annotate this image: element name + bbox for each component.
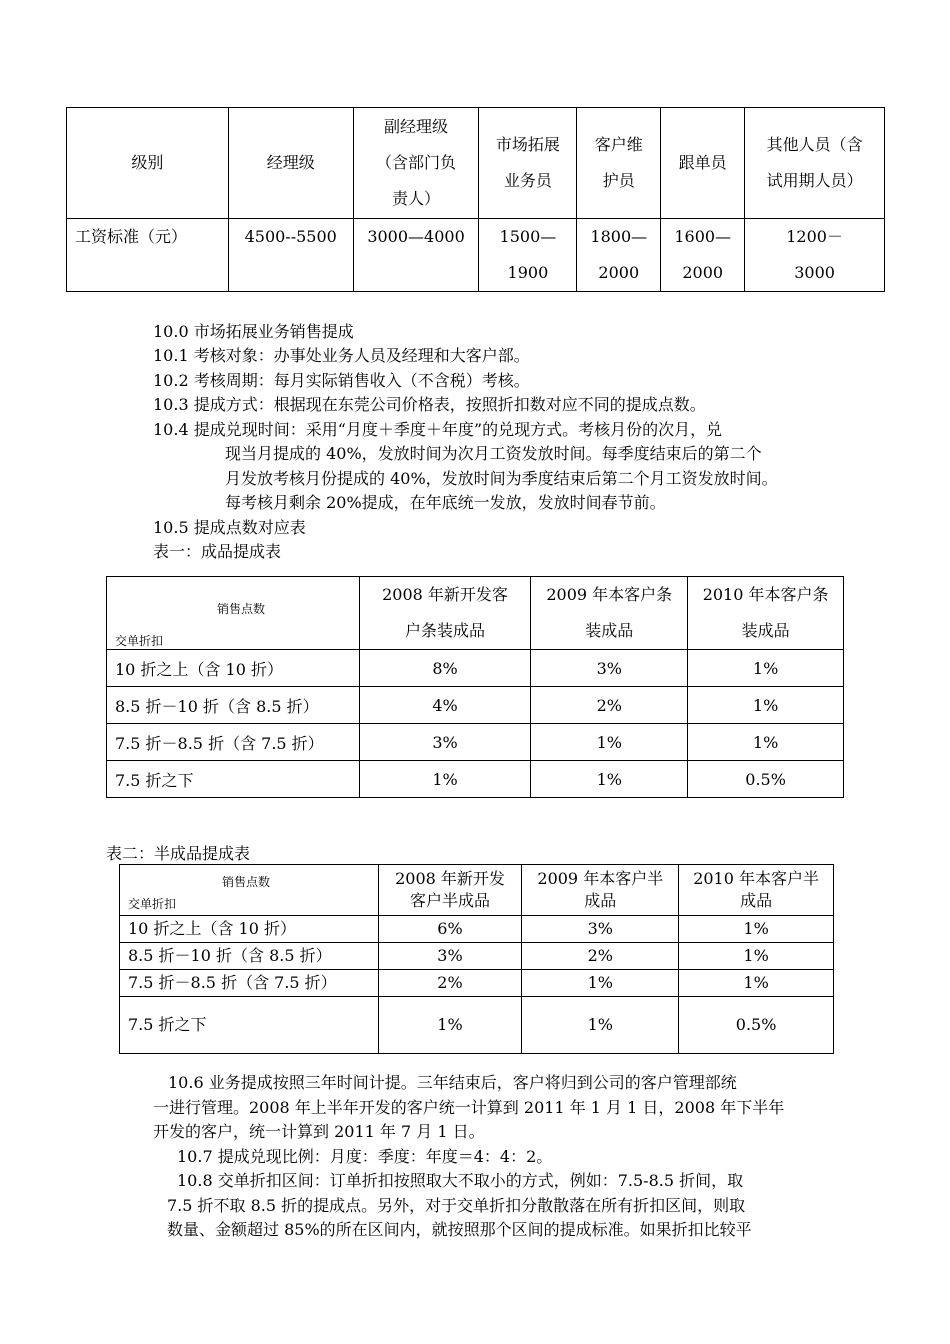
- corner-bottom-label: 交单折扣: [115, 634, 164, 648]
- row-label: 8.5 折－10 折（含 8.5 折）: [107, 687, 360, 724]
- salary-value-cell: 3000—4000: [353, 219, 479, 292]
- row-label: 7.5 折－8.5 折（含 7.5 折）: [120, 970, 379, 997]
- paragraph: 10.8 交单折扣区间：订单折扣按照取大不取小的方式，例如：7.5-8.5 折间，取: [177, 1171, 744, 1190]
- table-cell: 0.5%: [679, 997, 834, 1054]
- table-cell: 1%: [688, 650, 844, 687]
- corner-top-label: 销售点数: [217, 602, 266, 616]
- row-label: 7.5 折－8.5 折（含 7.5 折）: [107, 724, 360, 761]
- table-cell: 3%: [531, 650, 688, 687]
- salary-table: [66, 107, 885, 292]
- table-cell: 1%: [378, 997, 522, 1054]
- table-cell: 3%: [378, 943, 522, 970]
- column-header: 2008 年新开发客 户条装成品: [359, 577, 531, 650]
- section-title: 10.0 市场拓展业务销售提成: [153, 322, 354, 341]
- column-header: 2010 年本客户半 成品: [679, 865, 834, 916]
- table-cell: 8%: [359, 650, 531, 687]
- row-label: 10 折之上（含 10 折）: [120, 916, 379, 943]
- table-row: [107, 650, 844, 687]
- corner-top-label: 销售点数: [222, 875, 271, 889]
- table-cell: 2%: [522, 943, 679, 970]
- paragraph-continuation: 数量、金额超过 85%的所在区间内，就按照那个区间的提成标准。如果折扣比较平: [167, 1220, 752, 1239]
- column-header: 2008 年新开发 客户半成品: [378, 865, 522, 916]
- row-label: 8.5 折－10 折（含 8.5 折）: [120, 943, 379, 970]
- table-caption: 表二：半成品提成表: [106, 844, 251, 863]
- salary-value-cell: 4500--5500: [228, 219, 353, 292]
- paragraph-continuation: 每考核月剩余 20%提成，在年底统一发放，发放时间春节前。: [225, 493, 666, 512]
- table-cell: 1%: [688, 687, 844, 724]
- table-cell: 1%: [522, 997, 679, 1054]
- paragraph: 10.6 业务提成按照三年时间计提。三年结束后，客户将归到公司的客户管理部统: [168, 1073, 737, 1092]
- paragraph: 10.4 提成兑现时间：采用“月度＋季度＋年度”的兑现方式。考核月份的次月，兑: [153, 420, 723, 439]
- salary-header-cell: 客户维 护员: [577, 108, 661, 219]
- semi-finished-commission-table: [119, 864, 834, 1054]
- table-row: [107, 761, 844, 798]
- table-cell: 1%: [688, 724, 844, 761]
- table-cell: 1%: [531, 724, 688, 761]
- column-header: 2010 年本客户条 装成品: [688, 577, 844, 650]
- table-corner-cell: [120, 865, 379, 916]
- table-row: [120, 970, 834, 997]
- table-row: [120, 916, 834, 943]
- salary-value-cell: 1500— 1900: [479, 219, 577, 292]
- paragraph-continuation: 现当月提成的 40%，发放时间为次月工资发放时间。每季度结束后的第二个: [225, 444, 762, 463]
- salary-header-cell: 经理级: [228, 108, 353, 219]
- salary-header-cell: 其他人员（含 试用期人员）: [745, 108, 885, 219]
- salary-header-cell: 级别: [67, 108, 229, 219]
- table-row: [120, 943, 834, 970]
- table-cell: 2%: [531, 687, 688, 724]
- paragraph: 10.5 提成点数对应表: [153, 518, 306, 537]
- table-corner-cell: [107, 577, 360, 650]
- paragraph: 10.7 提成兑现比例：月度：季度：年度＝4：4：2。: [177, 1147, 553, 1166]
- paragraph-continuation: 一进行管理。2008 年上半年开发的客户统一计算到 2011 年 1 月 1 日，2008 年下半年: [153, 1098, 785, 1117]
- table-cell: 1%: [531, 761, 688, 798]
- table-cell: 2%: [378, 970, 522, 997]
- column-header: 2009 年本客户半 成品: [522, 865, 679, 916]
- table-caption: 表一：成品提成表: [153, 542, 282, 561]
- table-header-row: [107, 577, 844, 650]
- row-label: 7.5 折之下: [107, 761, 360, 798]
- salary-value-cell: 1200－ 3000: [745, 219, 885, 292]
- paragraph-continuation: 开发的客户，统一计算到 2011 年 7 月 1 日。: [153, 1122, 485, 1141]
- table-cell: 6%: [378, 916, 522, 943]
- table-header-row: [120, 865, 834, 916]
- paragraph: 10.1 考核对象：办事处业务人员及经理和大客户部。: [153, 346, 530, 365]
- corner-bottom-label: 交单折扣: [128, 897, 177, 911]
- table-cell: 1%: [679, 970, 834, 997]
- salary-header-cell: 市场拓展 业务员: [479, 108, 577, 219]
- table-cell: 1%: [359, 761, 531, 798]
- finished-product-commission-table: [106, 576, 844, 798]
- salary-value-cell: 1800— 2000: [577, 219, 661, 292]
- paragraph: 10.3 提成方式：根据现在东莞公司价格表，按照折扣数对应不同的提成点数。: [153, 395, 706, 414]
- table-cell: 0.5%: [688, 761, 844, 798]
- table-cell: 3%: [359, 724, 531, 761]
- salary-header-cell: 副经理级 （含部门负 责人）: [353, 108, 479, 219]
- paragraph: 10.2 考核周期：每月实际销售收入（不含税）考核。: [153, 371, 530, 390]
- table-row: [120, 997, 834, 1054]
- salary-header-cell: 跟单员: [661, 108, 745, 219]
- table-cell: 1%: [522, 970, 679, 997]
- table-row: [107, 687, 844, 724]
- table-cell: 1%: [679, 916, 834, 943]
- table-cell: 3%: [522, 916, 679, 943]
- row-label: 10 折之上（含 10 折）: [107, 650, 360, 687]
- table-row: [107, 724, 844, 761]
- salary-row-label: 工资标准（元）: [67, 219, 229, 292]
- column-header: 2009 年本客户条 装成品: [531, 577, 688, 650]
- paragraph-continuation: 7.5 折不取 8.5 折的提成点。另外，对于交单折扣分散散落在所有折扣区间，则取: [167, 1196, 746, 1215]
- table-cell: 1%: [679, 943, 834, 970]
- salary-value-cell: 1600— 2000: [661, 219, 745, 292]
- row-label: 7.5 折之下: [120, 997, 379, 1054]
- table-cell: 4%: [359, 687, 531, 724]
- paragraph-continuation: 月发放考核月份提成的 40%，发放时间为季度结束后第二个月工资发放时间。: [225, 469, 778, 488]
- salary-header-row: [67, 108, 885, 219]
- salary-value-row: [67, 219, 885, 292]
